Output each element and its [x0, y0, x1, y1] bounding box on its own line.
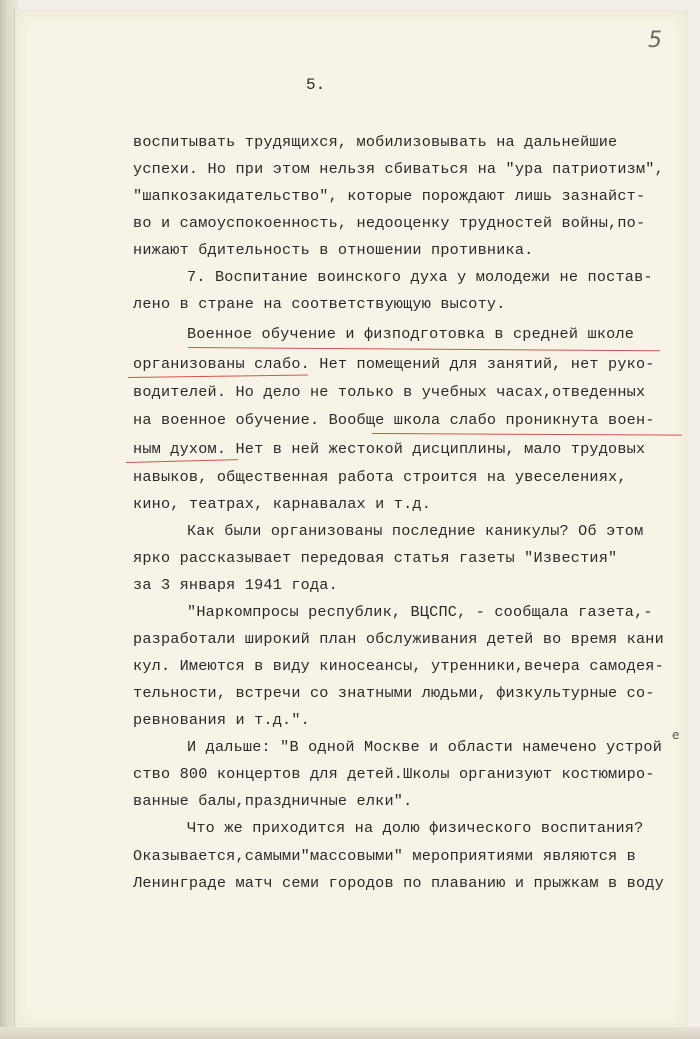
text-line: кино, театрах, карнавалах и т.д.: [133, 495, 432, 513]
text-line: разработали широкий план обслуживания детей во время кани: [133, 630, 664, 648]
text-line: во и самоуспокоенность, недооценку трудностей войны,по-: [133, 214, 646, 232]
text-line: "шапкозакидательство", которые порождают лишь зазнайст-: [133, 187, 646, 205]
text-line: навыков, общественная работа строится на увеселениях,: [133, 468, 627, 486]
text-line: Оказывается,самыми"массовыми" мероприятиями являются в: [133, 847, 636, 865]
text-line: за 3 января 1941 года.: [133, 576, 338, 594]
text-line: ным духом. Нет в ней жестокой дисциплины, мало трудовых: [133, 440, 646, 458]
typed-page-number: 5.: [306, 76, 326, 94]
text-line: Военное обучение и физподготовка в средней школе: [187, 325, 635, 343]
text-line: 7. Воспитание воинского духа у молодежи не постав-: [187, 268, 653, 286]
text-line: на военное обучение. Вообще школа слабо проникнута воен-: [133, 411, 655, 429]
archive-page-number: 5: [648, 28, 662, 53]
text-line: тельности, встречи со знатными людьми, физкультурные со-: [133, 684, 655, 702]
text-line: Как были организованы последние каникулы? Об этом: [187, 522, 644, 540]
text-line: организованы слабо. Нет помещений для занятий, нет руко-: [133, 355, 655, 373]
text-line: лено в стране на соответствующую высоту.: [133, 295, 506, 313]
text-line: воспитывать трудящихся, мобилизовывать на дальнейшие: [133, 133, 618, 151]
text-line: ярко рассказывает передовая статья газеты "Известия": [133, 549, 618, 567]
text-line: "Наркомпросы республик, ВЦСПС, - сообщала газета,-: [187, 603, 653, 621]
text-line: успехи. Но при этом нельзя сбиваться на "ура патриотизм",: [133, 160, 664, 178]
text-line: водителей. Но дело не только в учебных часах,отведенных: [133, 383, 646, 401]
text-line: ревнования и т.д.".: [133, 711, 310, 729]
text-line: ство 800 концертов для детей.Школы организуют костюмиро-: [133, 765, 655, 783]
text-line: нижают бдительность в отношении противника.: [133, 241, 534, 259]
margin-mark: e: [672, 728, 680, 742]
text-line: И дальше: "В одной Москве и области намечено устрой: [187, 738, 663, 756]
text-line: Ленинграде матч семи городов по плаванию и прыжкам в воду: [133, 874, 664, 892]
text-line: ванные балы,праздничные елки".: [133, 792, 413, 810]
text-line: кул. Имеются в виду киносеансы, утренники,вечера самодея-: [133, 657, 664, 675]
text-line: Что же приходится на долю физического воспитания?: [187, 819, 644, 837]
page-bottom-edge: [0, 1027, 700, 1039]
